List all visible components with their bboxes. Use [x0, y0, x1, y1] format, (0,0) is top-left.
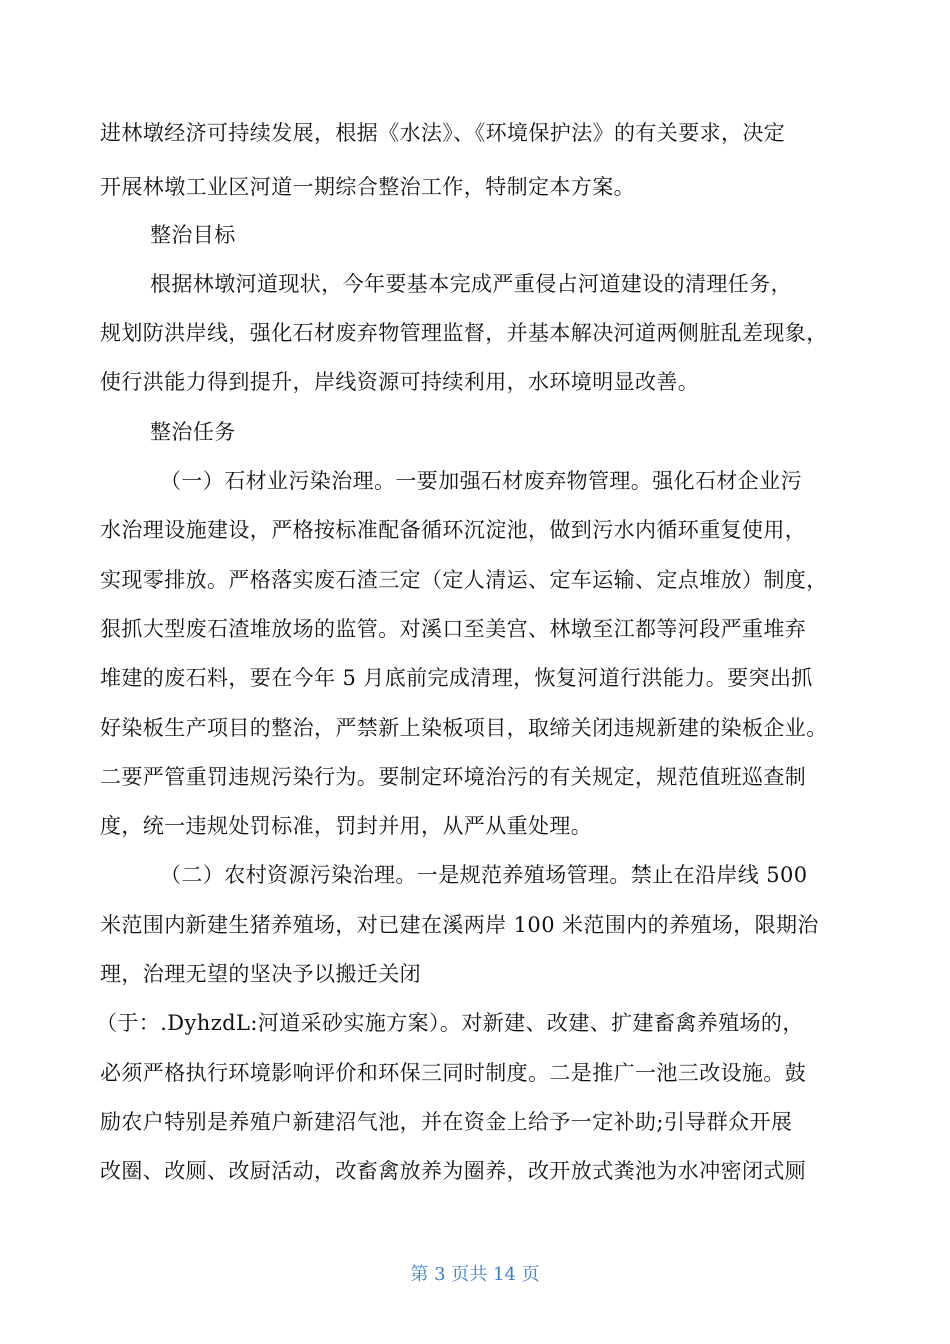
paragraph-line: 理，治理无望的坚决予以搬迁关闭	[100, 962, 421, 986]
paragraph-line: 好染板生产项目的整治，严禁新上染板项目，取缔关闭违规新建的染板企业。	[100, 716, 828, 740]
paragraph-line: 二要严管重罚违规污染行为。要制定环境治污的有关规定，规范值班巡查制	[100, 765, 807, 789]
page-number: 第 3 页共 14 页	[410, 1264, 540, 1285]
paragraph-line: 度，统一违规处罚标准，罚封并用，从严从重处理。	[100, 814, 593, 838]
section-heading: 整治目标	[150, 223, 236, 247]
paragraph-line: （二）农村资源污染治理。一是规范养殖场管理。禁止在沿岸线 500	[160, 863, 808, 887]
paragraph-line: 必须严格执行环境影响评价和环保三同时制度。二是推广一池三改设施。鼓	[100, 1061, 807, 1085]
paragraph-line: 开展林墩工业区河道一期综合整治工作，特制定本方案。	[100, 175, 635, 199]
paragraph-line: 使行洪能力得到提升，岸线资源可持续利用，水环境明显改善。	[100, 370, 700, 394]
paragraph-line: （一）石材业污染治理。一要加强石材废弃物管理。强化石材企业污	[160, 469, 802, 493]
paragraph-line: 励农户特别是养殖户新建沼气池，并在资金上给予一定补助;引导群众开展	[100, 1110, 793, 1134]
paragraph-line: 水治理设施建设，严格按标准配备循环沉淀池，做到污水内循环重复使用，	[100, 518, 807, 542]
paragraph-line: 根据林墩河道现状，今年要基本完成严重侵占河道建设的清理任务，	[150, 272, 792, 296]
section-heading: 整治任务	[150, 420, 236, 444]
paragraph-line: 狠抓大型废石渣堆放场的监管。对溪口至美宫、林墩至江都等河段严重堆弃	[100, 617, 807, 641]
paragraph-line: 实现零排放。严格落实废石渣三定（定人清运、定车运输、定点堆放）制度，	[100, 568, 828, 592]
paragraph-line: 规划防洪岸线，强化石材废弃物管理监督，并基本解决河道两侧脏乱差现象，	[100, 321, 828, 345]
paragraph-line: 进林墩经济可持续发展，根据《水法》、《环境保护法》的有关要求，决定	[100, 121, 786, 145]
paragraph-line: 堆建的废石料，要在今年 5 月底前完成清理，恢复河道行洪能力。要突出抓	[100, 666, 813, 690]
paragraph-line: （于：.DyhzdL:河道采砂实施方案）。对新建、改建、扩建畜禽养殖场的，	[96, 1011, 804, 1035]
paragraph-line: 改圈、改厕、改厨活动，改畜禽放养为圈养，改开放式粪池为水冲密闭式厕	[100, 1159, 807, 1183]
paragraph-line: 米范围内新建生猪养殖场，对已建在溪两岸 100 米范围内的养殖场，限期治	[100, 913, 819, 937]
